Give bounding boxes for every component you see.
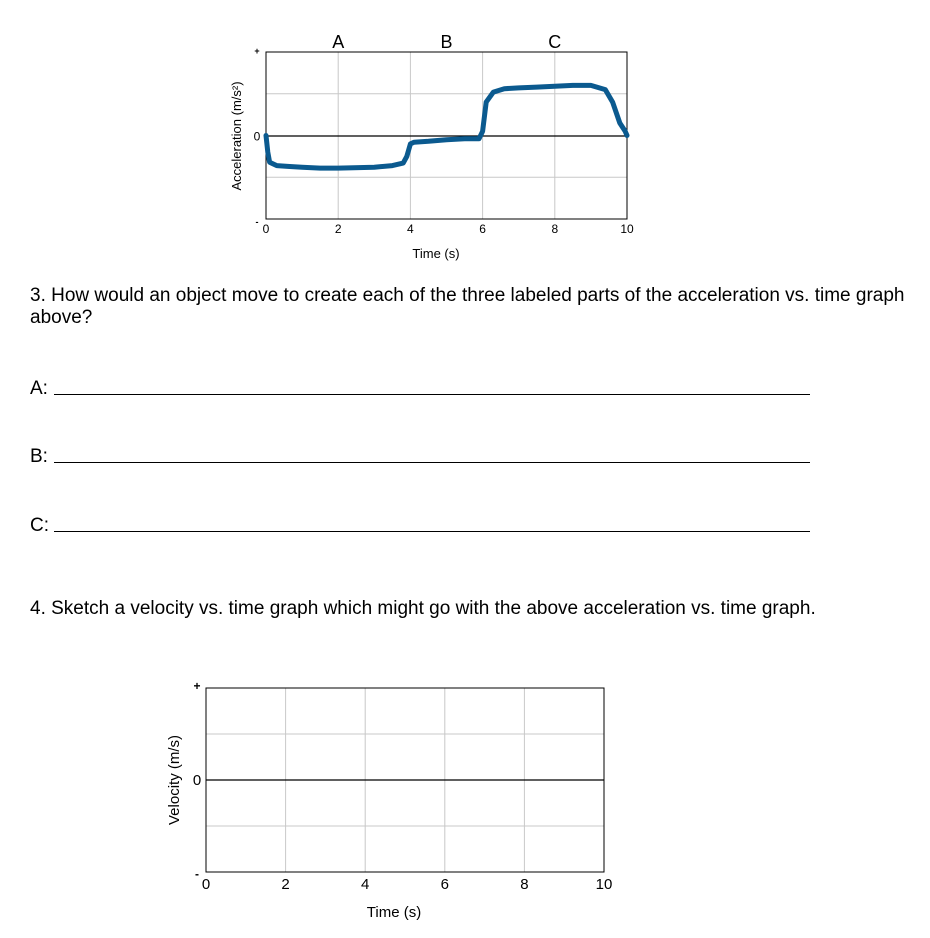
- acceleration-time-graph: [229, 32, 634, 261]
- acceleration-x-axis-label: Time (s): [412, 246, 460, 261]
- answer-row-a[interactable]: [30, 378, 810, 402]
- y-tick-label: +: [254, 46, 260, 56]
- x-tick-label: 6: [440, 876, 449, 893]
- x-tick-label: 4: [361, 876, 370, 893]
- answer-line-c[interactable]: [54, 531, 810, 532]
- x-tick-label: 0: [201, 876, 211, 893]
- x-tick-label: 10: [595, 876, 613, 893]
- question-4-text: 4. Sketch a velocity vs. time graph which might go with the above acceleration vs. time graph.: [30, 598, 816, 619]
- acceleration-y-axis-label: Acceleration (m/s²): [229, 81, 244, 191]
- x-tick-label: 6: [479, 222, 486, 236]
- y-tick-label: -: [195, 867, 199, 881]
- y-tick-label: 0: [192, 772, 202, 789]
- velocity-y-axis-label: Velocity (m/s): [166, 734, 183, 826]
- y-tick-label: +: [193, 679, 201, 693]
- x-tick-label: 0: [262, 222, 270, 236]
- acceleration-data-line: [266, 85, 627, 168]
- x-tick-label: 2: [334, 222, 342, 236]
- question-3-text: 3. How would an object move to create each of the three labeled parts of the acceleration vs. time graph above?: [30, 285, 905, 328]
- velocity-x-axis-label: Time (s): [366, 904, 422, 921]
- x-tick-label: 10: [620, 222, 634, 236]
- answer-label-b: B:: [30, 446, 48, 467]
- section-label-a: A: [332, 32, 345, 52]
- velocity-time-graph: [166, 679, 612, 921]
- answer-row-b[interactable]: [30, 446, 810, 470]
- answer-line-b[interactable]: [54, 462, 810, 463]
- answer-label-a: A:: [30, 378, 48, 399]
- answer-label-c: C:: [30, 515, 49, 536]
- x-tick-label: 8: [520, 876, 529, 893]
- section-label-c: C: [548, 32, 562, 52]
- answer-line-a[interactable]: [54, 394, 810, 395]
- x-tick-label: 8: [551, 222, 559, 236]
- y-tick-label: 0: [253, 129, 261, 144]
- section-label-b: B: [440, 32, 453, 52]
- x-tick-label: 2: [281, 876, 290, 893]
- x-tick-label: 4: [407, 222, 414, 236]
- answer-row-c[interactable]: [30, 515, 810, 539]
- y-tick-label: -: [255, 217, 259, 227]
